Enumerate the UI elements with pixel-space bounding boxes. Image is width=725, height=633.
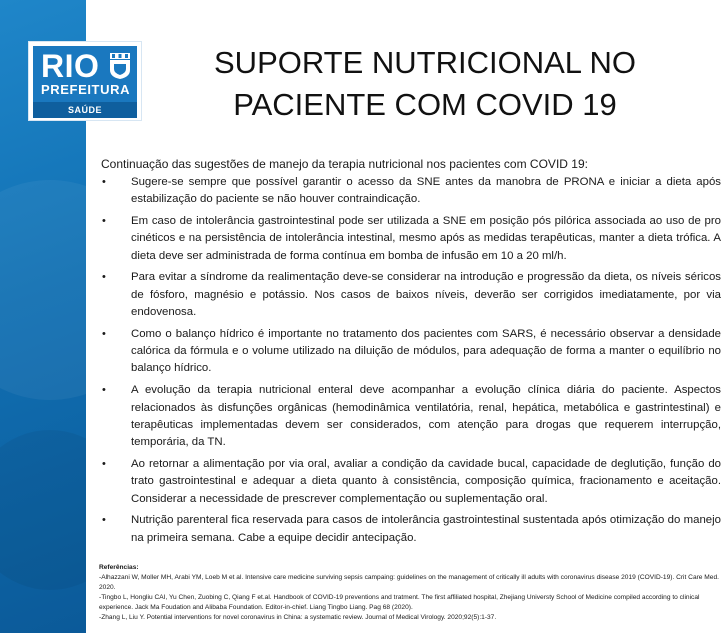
- title-line-2: PACIENTE COM COVID 19: [233, 87, 617, 122]
- logo-prefeitura-text: PREFEITURA: [41, 82, 131, 97]
- guideline-item: [101, 174, 721, 209]
- logo-background: [33, 46, 137, 116]
- page-title: [150, 42, 700, 126]
- bullet-icon: •: [102, 457, 106, 470]
- guideline-item: [101, 269, 721, 321]
- guideline-text: Em caso de intolerância gastrointestinal pode ser utilizada a SNE em posição pós pilórica associada ao uso de pro cinéticos e na persistência de intolerância intestinal, mesmo após as medidas terapêuticas, manter a dieta trófica. A dieta deve ser administrada de forma contínua em bomba de infusão em 10 a 20 ml/h.: [131, 215, 721, 262]
- reference-item: -Tingbo L, Hongliu CAI, Yu Chen, Zuobing C, Qiang F et.al. Handbook of COVID-19 preventions and tratment. The first affiliated hospital, Zhejiang Universty School of Medicine compiled according to clinical experience. Jack Ma Foudation and Alibaba Foundation. Editor-in-chief. Liang Tingbo Liang. Pag 68 (2020).: [99, 594, 700, 611]
- guideline-text: Para evitar a síndrome da realimentação deve-se considerar na introdução e progressão da dieta, os níveis séricos de fósforo, magnésio e potássio. Nos casos de baixos níveis, deverão ser corrigidos imediatamente, por via endovenosa.: [131, 271, 721, 319]
- guideline-text: Ao retornar a alimentação por via oral, avaliar a condição da cavidade bucal, capacidade de deglutição, função do trato gastrointestinal e adequar a dieta quanto à consistência, composição química, fracionamento e aceitação. Considerar a necessidade de prescrever complementação ou suplementação oral.: [131, 457, 721, 505]
- reference-item: -Zhang L, Liu Y. Potential interventions for novel coronavirus in China: a systematic review. Journal of Medical Virology. 2020;92(5):1-37.: [99, 614, 497, 621]
- city-crest-icon: [107, 52, 133, 80]
- guideline-text: A evolução da terapia nutricional enteral deve acompanhar a evolução clínica diária do paciente. Aspectos relacionados às disfunções orgânicas (hemodinâmica ventilatória, renal, hepática, metabólica e gastrintestinal) e terapêuticas implementadas devem ser considerados, com atenção para drogas que requerem interrupção, temporária, da TN.: [131, 384, 721, 449]
- bullet-icon: •: [102, 384, 106, 397]
- intro-text: Continuação das sugestões de manejo da terapia nutricional nos pacientes com COVID 19:: [101, 157, 588, 171]
- guideline-text: Nutrição parenteral fica reservada para casos de intolerância gastrointestinal sustentada após otimização do manejo na primeira semana. Cabe a equipe decidir antecipação.: [131, 514, 721, 544]
- guideline-item: [101, 382, 721, 451]
- logo-rio-text: RIO: [41, 48, 100, 84]
- guideline-text: Sugere-se sempre que possível garantir o acesso da SNE antes da manobra de PRONA e iniciar a dieta após estabilização do paciente se não houver contraindicação.: [131, 176, 721, 206]
- references-section: [99, 563, 723, 623]
- bullet-icon: •: [102, 271, 106, 284]
- bullet-icon: •: [102, 514, 106, 527]
- bullet-icon: •: [102, 327, 106, 340]
- guideline-list: [101, 174, 721, 551]
- bullet-icon: •: [102, 176, 106, 188]
- reference-item: -Alhazzani W, Moller MH, Arabi YM, Loeb M et al. Intensive care medicine surviving sepsis campaing: guidelines on the management of critically ill adults with coronavirus disease 2019 (COVID-19). Crit Care Med. 2020.: [99, 574, 719, 591]
- guideline-item: [101, 512, 721, 547]
- bullet-icon: •: [102, 215, 106, 228]
- guideline-item: [101, 326, 721, 378]
- guideline-item: [101, 456, 721, 508]
- logo-saude-text: SAÚDE: [33, 102, 137, 118]
- guideline-text: Como o balanço hídrico é importante no tratamento dos pacientes com SARS, é necessário observar a densidade calórica da fórmula e o volume utilizado na diluição de módulos, para adequação de forma a manter o equilíbrio no balanço hídrico.: [131, 327, 721, 375]
- sidebar-texture: [0, 180, 86, 400]
- sidebar-texture: [0, 430, 86, 590]
- rio-prefeitura-logo: [28, 41, 142, 121]
- guideline-item: [101, 213, 721, 265]
- title-line-1: SUPORTE NUTRICIONAL NO: [214, 45, 636, 80]
- references-title: Referências:: [99, 564, 139, 571]
